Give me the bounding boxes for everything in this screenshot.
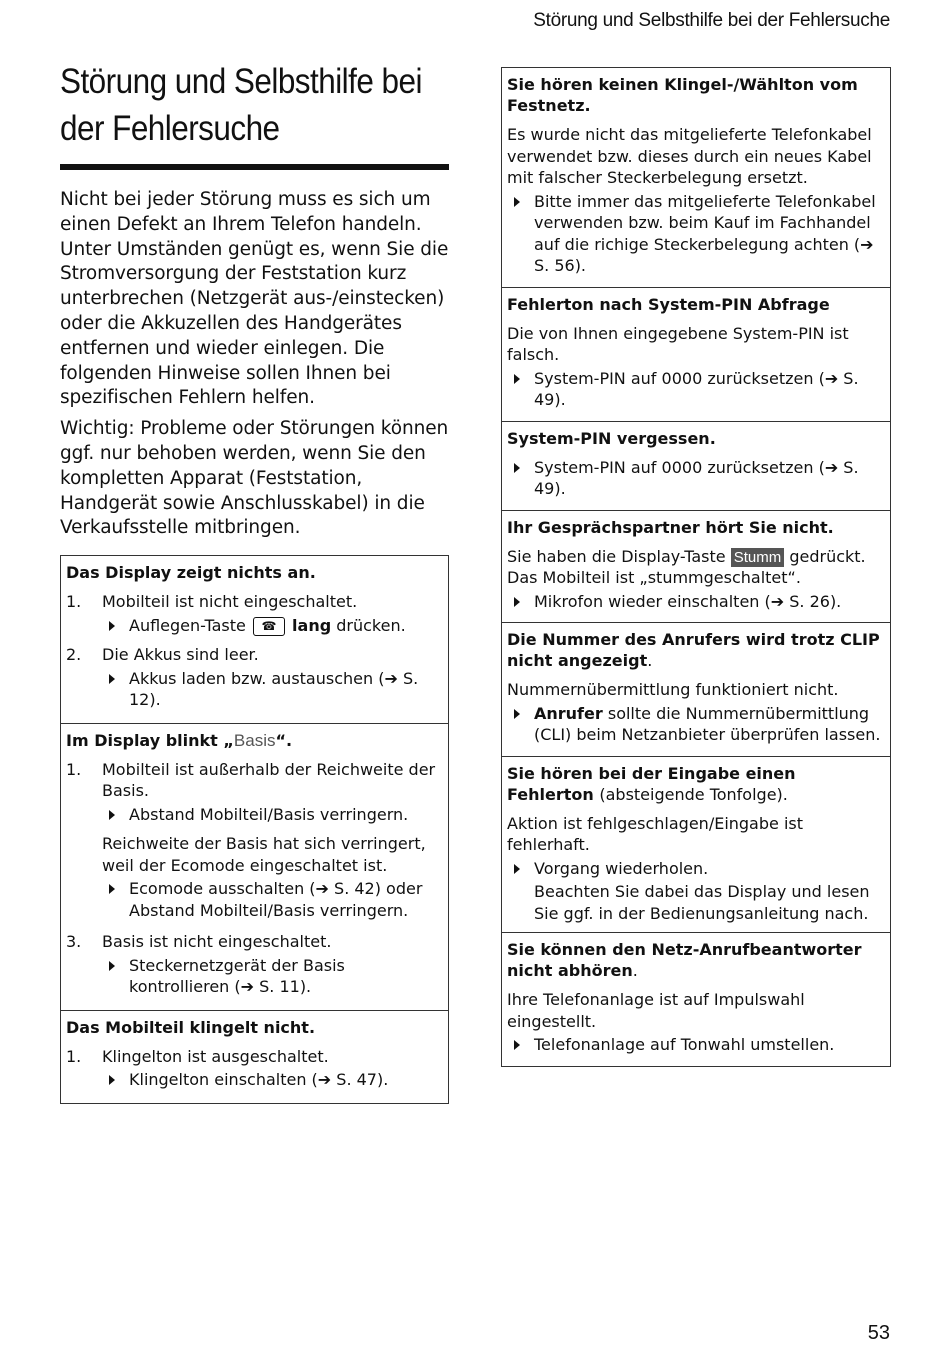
item-text: Basis ist nicht eingeschaltet. bbox=[102, 932, 332, 952]
page-number: 53 bbox=[867, 1322, 890, 1344]
bullet-item: Akkus laden bzw. austauschen (➔ S. 12). bbox=[102, 668, 445, 711]
bullet-item: Bitte immer das mitgelieferte Telefonkabel verwenden bzw. beim Kauf im Fachhandel auf die richige Steckerbelegung achten (➔ S. 56). bbox=[507, 191, 887, 277]
box-title bbox=[502, 623, 890, 675]
bullet-text: sollte die Nummernübermittlung (CLI) beim Netzanbieter überprüfen lassen. bbox=[534, 703, 881, 744]
box-paragraph bbox=[507, 546, 887, 589]
page-title: Störung und Selbsthilfe bei der Fehlersuche bbox=[60, 62, 422, 148]
item-paragraph: Reichweite der Basis hat sich verringert, weil der Ecomode eingeschaltet ist. bbox=[102, 834, 426, 875]
paragraph-text: Sie haben die Display-Taste bbox=[507, 546, 726, 566]
intro-text bbox=[60, 188, 449, 541]
bold-word: Anrufer bbox=[534, 703, 603, 723]
display-text: Basis bbox=[233, 730, 276, 750]
item-number: 3. bbox=[66, 932, 82, 952]
bullet-text: Auflegen-Taste bbox=[129, 615, 246, 635]
title-text: “. bbox=[275, 730, 293, 750]
numbered-item bbox=[66, 591, 445, 636]
title-tail: (absteigende Tonfolge). bbox=[599, 784, 788, 804]
item-number: 1. bbox=[66, 759, 82, 779]
box-no-dial-tone bbox=[501, 67, 891, 287]
box-paragraph: Aktion ist fehlgeschlagen/Eingabe ist fehlerhaft. bbox=[507, 813, 803, 854]
box-title: Ihr Gesprächspartner hört Sie nicht. bbox=[507, 517, 834, 537]
box-error-tone-input bbox=[501, 756, 891, 933]
box-title: Das Display zeigt nichts an. bbox=[66, 563, 316, 583]
paragraph-text: gedrückt. Das Mobilteil ist „stummgeschaltet“. bbox=[507, 546, 866, 587]
box-body bbox=[502, 679, 890, 756]
item-text: Die Akkus sind leer. bbox=[102, 645, 259, 665]
intro-paragraph-1: Nicht bei jeder Störung muss es sich um einen Defekt an Ihrem Telefon handeln. Unter Umständen genügt es, wenn Sie die Stromversorgung der Feststation kurz unterbrechen (Netzgerät aus-/einstecken) oder die Akkuzellen des Handgerätes entfernen und wieder einlegen. Die folgenden Hinweise sollen Ihnen bei spezifischen Fehlern helfen. bbox=[60, 189, 449, 409]
intro-paragraph-2: Wichtig: Probleme oder Störungen können ggf. nur behoben werden, wenn Sie den kompletten Apparat (Feststation, Handgerät sowie Anschlusskabel) in die Verkaufsstelle mitbringen. bbox=[60, 418, 449, 539]
bullet-item: System-PIN auf 0000 zurücksetzen (➔ S. 49). bbox=[507, 457, 887, 500]
bullet-item: Ecomode ausschalten (➔ S. 42) oder Abstand Mobilteil/Basis verringern. bbox=[102, 878, 445, 921]
numbered-item bbox=[66, 931, 445, 998]
bullet-item: Klingelton einschalten (➔ S. 47). bbox=[102, 1069, 445, 1091]
numbered-item bbox=[66, 1046, 445, 1091]
box-title: System-PIN vergessen. bbox=[507, 428, 716, 448]
bold-word: lang bbox=[292, 615, 332, 635]
bullet-item: Vorgang wiederholen. bbox=[507, 858, 887, 880]
item-number: 1. bbox=[66, 592, 82, 612]
bullet-item: Abstand Mobilteil/Basis verringern. bbox=[102, 804, 445, 826]
box-paragraph: Nummernübermittlung funktioniert nicht. bbox=[507, 680, 839, 699]
bullet-item: Telefonanlage auf Tonwahl umstellen. bbox=[507, 1034, 887, 1056]
box-paragraph: Ihre Telefonanlage ist auf Impulswahl eingestellt. bbox=[507, 990, 805, 1031]
box-body bbox=[502, 546, 890, 623]
title-tail: . bbox=[647, 651, 653, 670]
box-body bbox=[502, 813, 890, 933]
bullet-text: drücken. bbox=[336, 615, 406, 635]
item-text: Mobilteil ist außerhalb der Reichweite der Basis. bbox=[102, 759, 436, 801]
running-header: Störung und Selbsthilfe bei der Fehlersuche bbox=[533, 10, 890, 31]
box-pin-forgotten bbox=[501, 421, 891, 510]
box-title: Das Mobilteil klingelt nicht. bbox=[66, 1017, 316, 1037]
title-text: Sie hören bei der Eingabe einen Fehlerton bbox=[507, 763, 796, 804]
box-title bbox=[61, 724, 448, 755]
box-paragraph: Es wurde nicht das mitgelieferte Telefonkabel verwendet bzw. dieses durch ein neues Kabel mit falscher Steckerbelegung ersetzt. bbox=[507, 125, 872, 187]
numbered-item bbox=[66, 644, 445, 711]
box-clip-not-shown bbox=[501, 622, 891, 756]
box-partner-cannot-hear bbox=[501, 510, 891, 623]
box-title bbox=[502, 757, 890, 809]
mute-display-key: Stumm bbox=[731, 548, 785, 567]
box-answering-machine bbox=[501, 932, 891, 1067]
hang-up-key-icon: ☎ bbox=[253, 617, 285, 636]
item-text: Mobilteil ist nicht eingeschaltet. bbox=[102, 592, 358, 612]
box-body bbox=[502, 323, 890, 421]
box-paragraph: Die von Ihnen eingegebene System-PIN ist falsch. bbox=[507, 323, 849, 364]
left-troubleshoot-table bbox=[60, 555, 449, 1104]
box-basis-blinks bbox=[60, 723, 449, 1010]
bullet-item: Mikrofon wieder einschalten (➔ S. 26). bbox=[507, 591, 887, 613]
bullet-item: System-PIN auf 0000 zurücksetzen (➔ S. 49). bbox=[507, 368, 887, 411]
box-body bbox=[61, 1046, 448, 1103]
box-title: Sie hören keinen Klingel-/Wählton vom Festnetz. bbox=[507, 75, 858, 115]
title-text: Sie können den Netz-Anrufbeantworter nicht abhören bbox=[507, 940, 862, 980]
numbered-item bbox=[66, 759, 445, 922]
item-number: 2. bbox=[66, 645, 82, 665]
box-title: Fehlerton nach System-PIN Abfrage bbox=[507, 294, 830, 314]
item-number: 1. bbox=[66, 1046, 82, 1066]
left-column bbox=[60, 58, 449, 1104]
right-troubleshoot-table bbox=[501, 67, 891, 1067]
box-body bbox=[61, 759, 448, 1010]
box-body bbox=[502, 457, 890, 510]
box-body bbox=[61, 591, 448, 723]
box-body bbox=[502, 124, 890, 287]
bullet-item bbox=[507, 703, 887, 746]
box-body bbox=[502, 989, 890, 1066]
box-no-ring bbox=[60, 1010, 449, 1104]
title-text: Die Nummer des Anrufers wird trotz CLIP nicht angezeigt bbox=[507, 630, 880, 670]
box-title bbox=[502, 933, 890, 985]
box-display-blank bbox=[60, 555, 449, 723]
bullet-item bbox=[102, 615, 445, 637]
title-text: Im Display blinkt „ bbox=[66, 730, 234, 750]
box-pin-error-tone bbox=[501, 287, 891, 421]
title-rule bbox=[60, 164, 449, 170]
title-tail: . bbox=[632, 961, 638, 980]
bullet-item: Steckernetzgerät der Basis kontrollieren (➔ S. 11). bbox=[102, 955, 445, 998]
bullet-continuation: Beachten Sie dabei das Display und lesen Sie ggf. in der Bedienungsanleitung nach. bbox=[534, 882, 870, 923]
item-text: Klingelton ist ausgeschaltet. bbox=[102, 1046, 329, 1066]
